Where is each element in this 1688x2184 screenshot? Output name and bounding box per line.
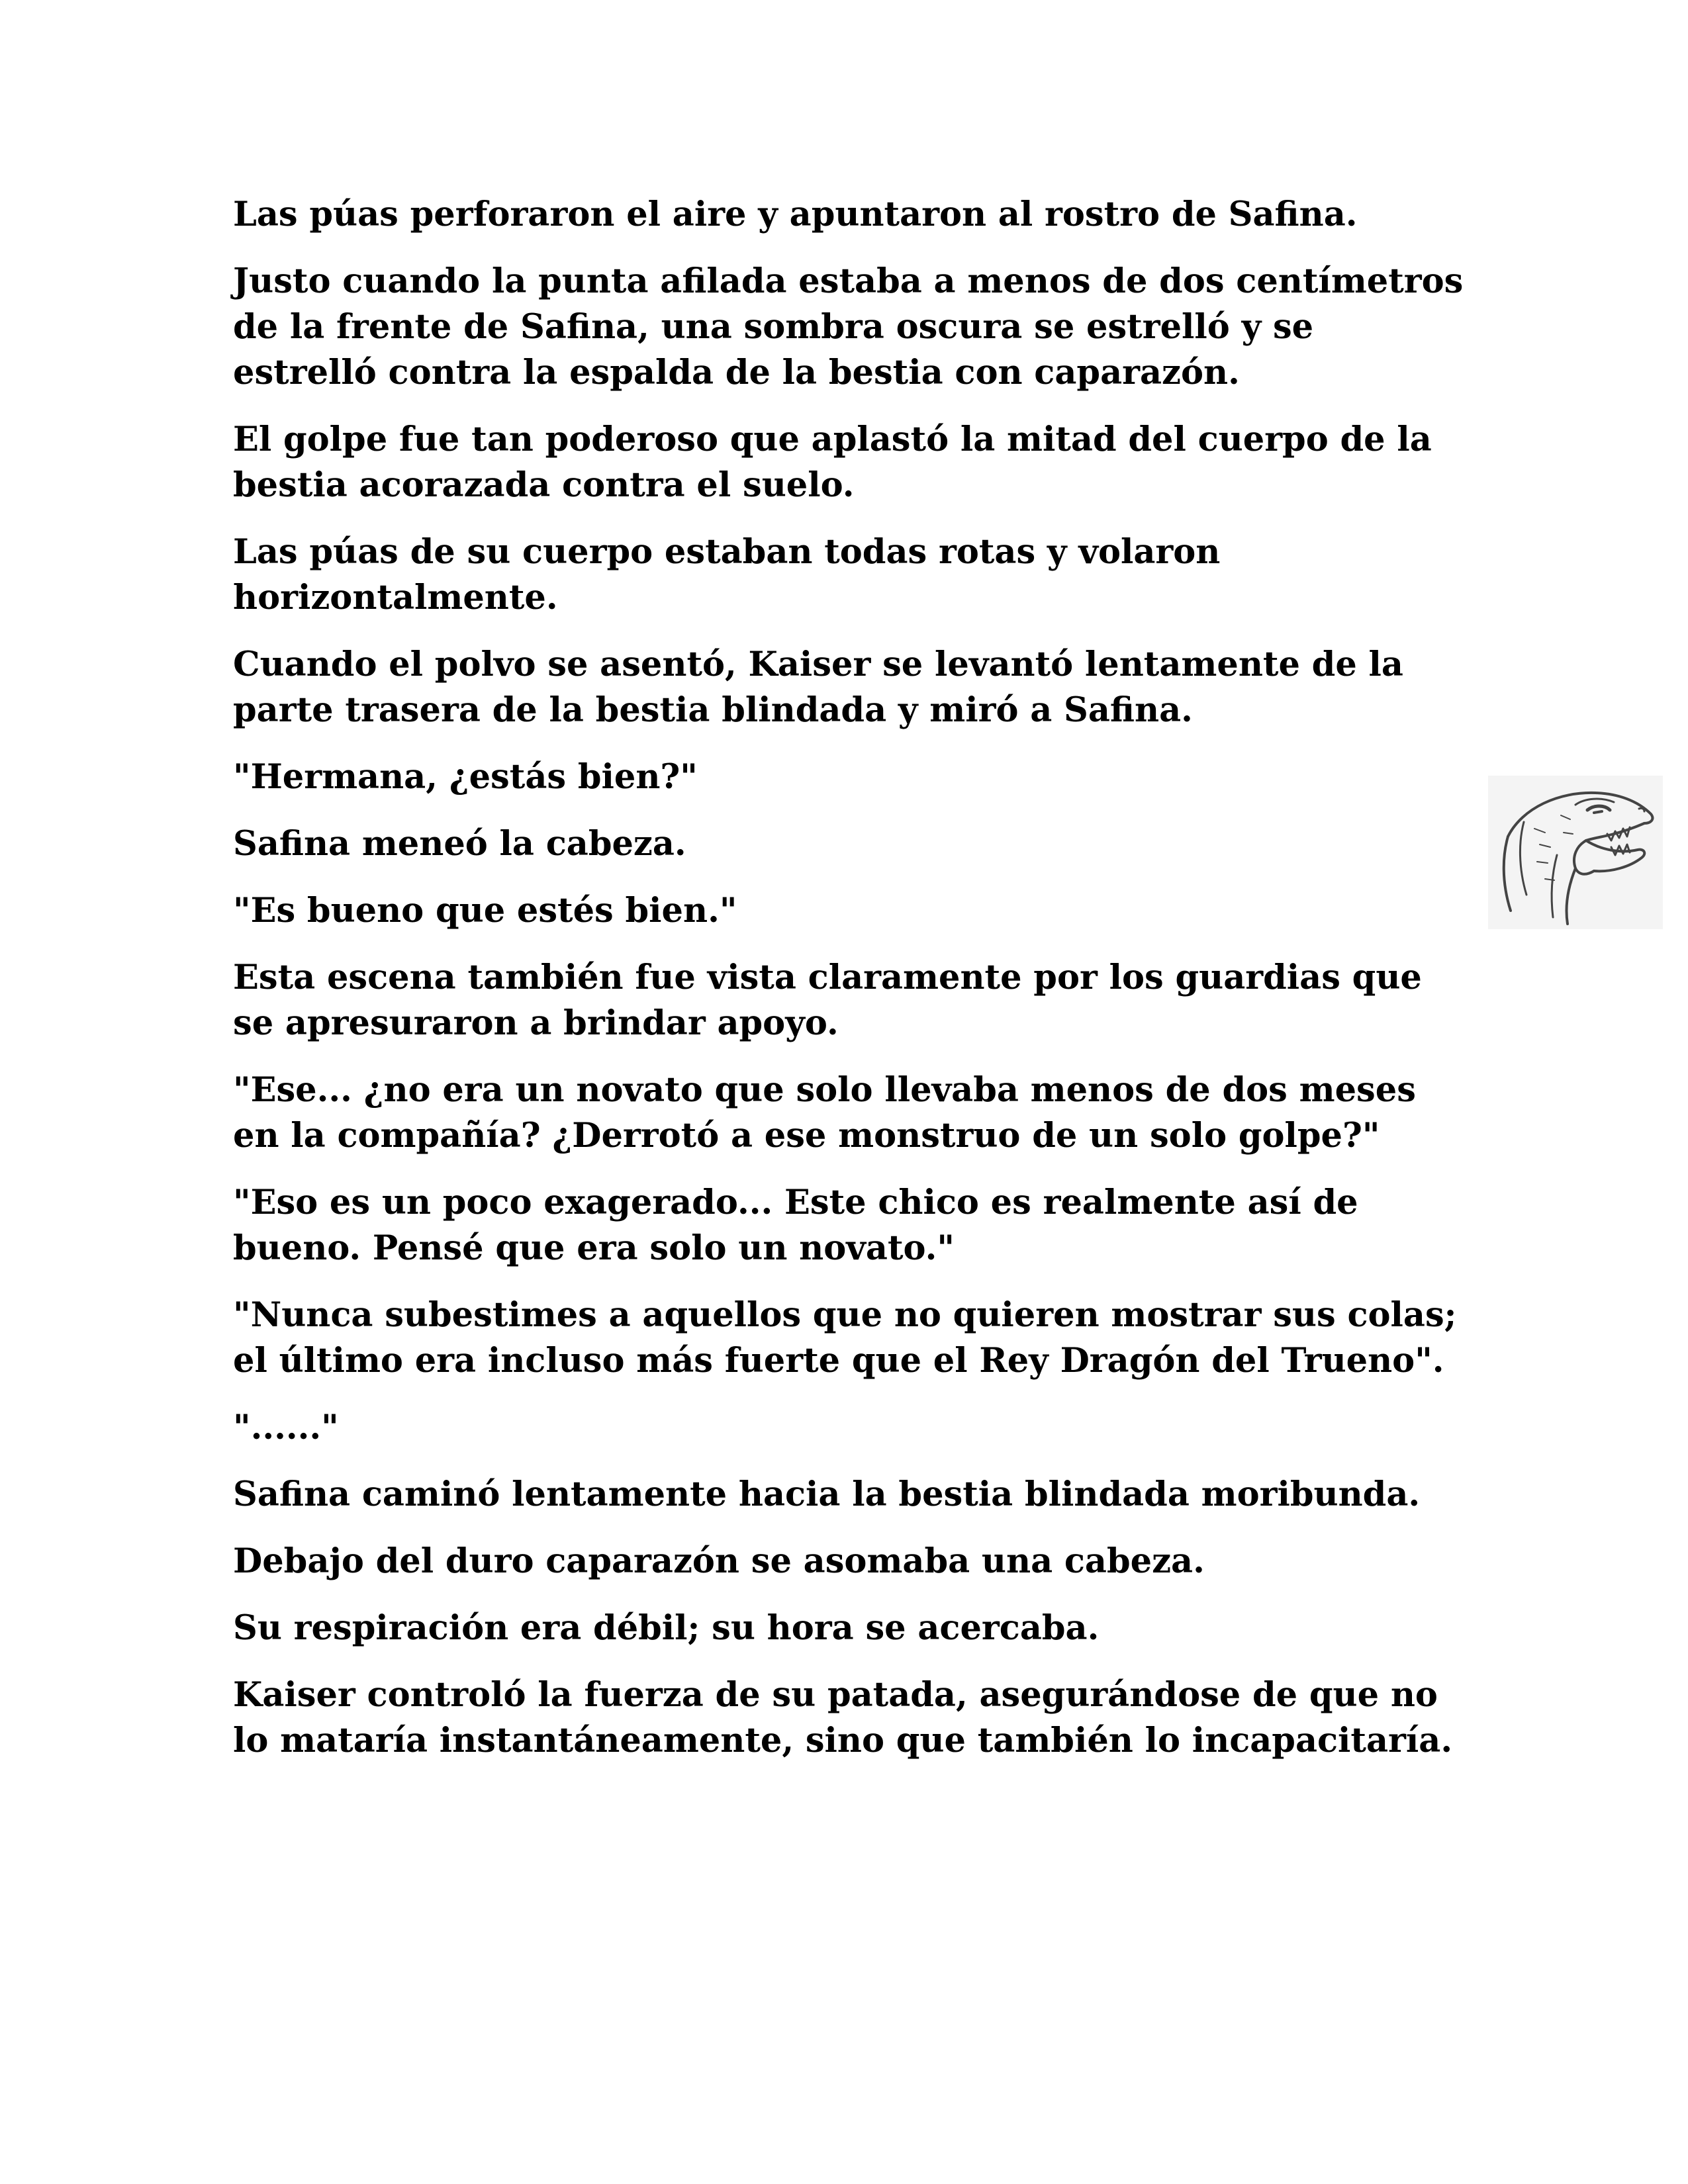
paragraph: Cuando el polvo se asentó, Kaiser se levantó lentamente de la parte trasera de la bestia blindada y miró a Safina. <box>233 645 1403 730</box>
paragraph: "......" <box>233 1408 339 1447</box>
paragraph: Safina meneó la cabeza. <box>233 824 686 864</box>
paragraph: "Hermana, ¿estás bien?" <box>233 757 698 797</box>
paragraph: Las púas perforaron el aire y apuntaron al rostro de Safina. <box>233 195 1358 234</box>
paragraph: Safina caminó lentamente hacia la bestia blindada moribunda. <box>233 1475 1421 1514</box>
paragraph: Su respiración era débil; su hora se acercaba. <box>233 1608 1100 1648</box>
paragraph: "Eso es un poco exagerado... Este chico es realmente así de bueno. Pensé que era solo un novato." <box>233 1183 1358 1268</box>
paragraph: El golpe fue tan poderoso que aplastó la mitad del cuerpo de la bestia acorazada contra el suelo. <box>233 420 1432 505</box>
dinosaur-head-sketch-icon <box>1488 776 1663 929</box>
paragraph: "Ese... ¿no era un novato que solo llevaba menos de dos meses en la compañía? ¿Derrotó a ese monstruo de un solo golpe?" <box>233 1070 1416 1156</box>
paragraph: Debajo del duro caparazón se asomaba una cabeza. <box>233 1541 1205 1581</box>
paragraph: Justo cuando la punta afilada estaba a menos de dos centímetros de la frente de Safina, una sombra oscura se estrelló y se estrelló contra la espalda de la bestia con caparazón. <box>233 261 1464 392</box>
paragraph: "Es bueno que estés bien." <box>233 891 737 931</box>
paragraph: Las púas de su cuerpo estaban todas rotas y volaron horizontalmente. <box>233 532 1221 617</box>
paragraph: Kaiser controló la fuerza de su patada, asegurándose de que no lo mataría instantáneamente, sino que también lo incapacitaría. <box>233 1675 1453 1760</box>
paragraph: Esta escena también fue vista claramente por los guardias que se apresuraron a brindar apoyo. <box>233 958 1422 1043</box>
paragraph: "Nunca subestimes a aquellos que no quieren mostrar sus colas; el último era incluso más fuerte que el Rey Dragón del Trueno". <box>233 1295 1457 1381</box>
story-text <box>233 192 1464 1785</box>
